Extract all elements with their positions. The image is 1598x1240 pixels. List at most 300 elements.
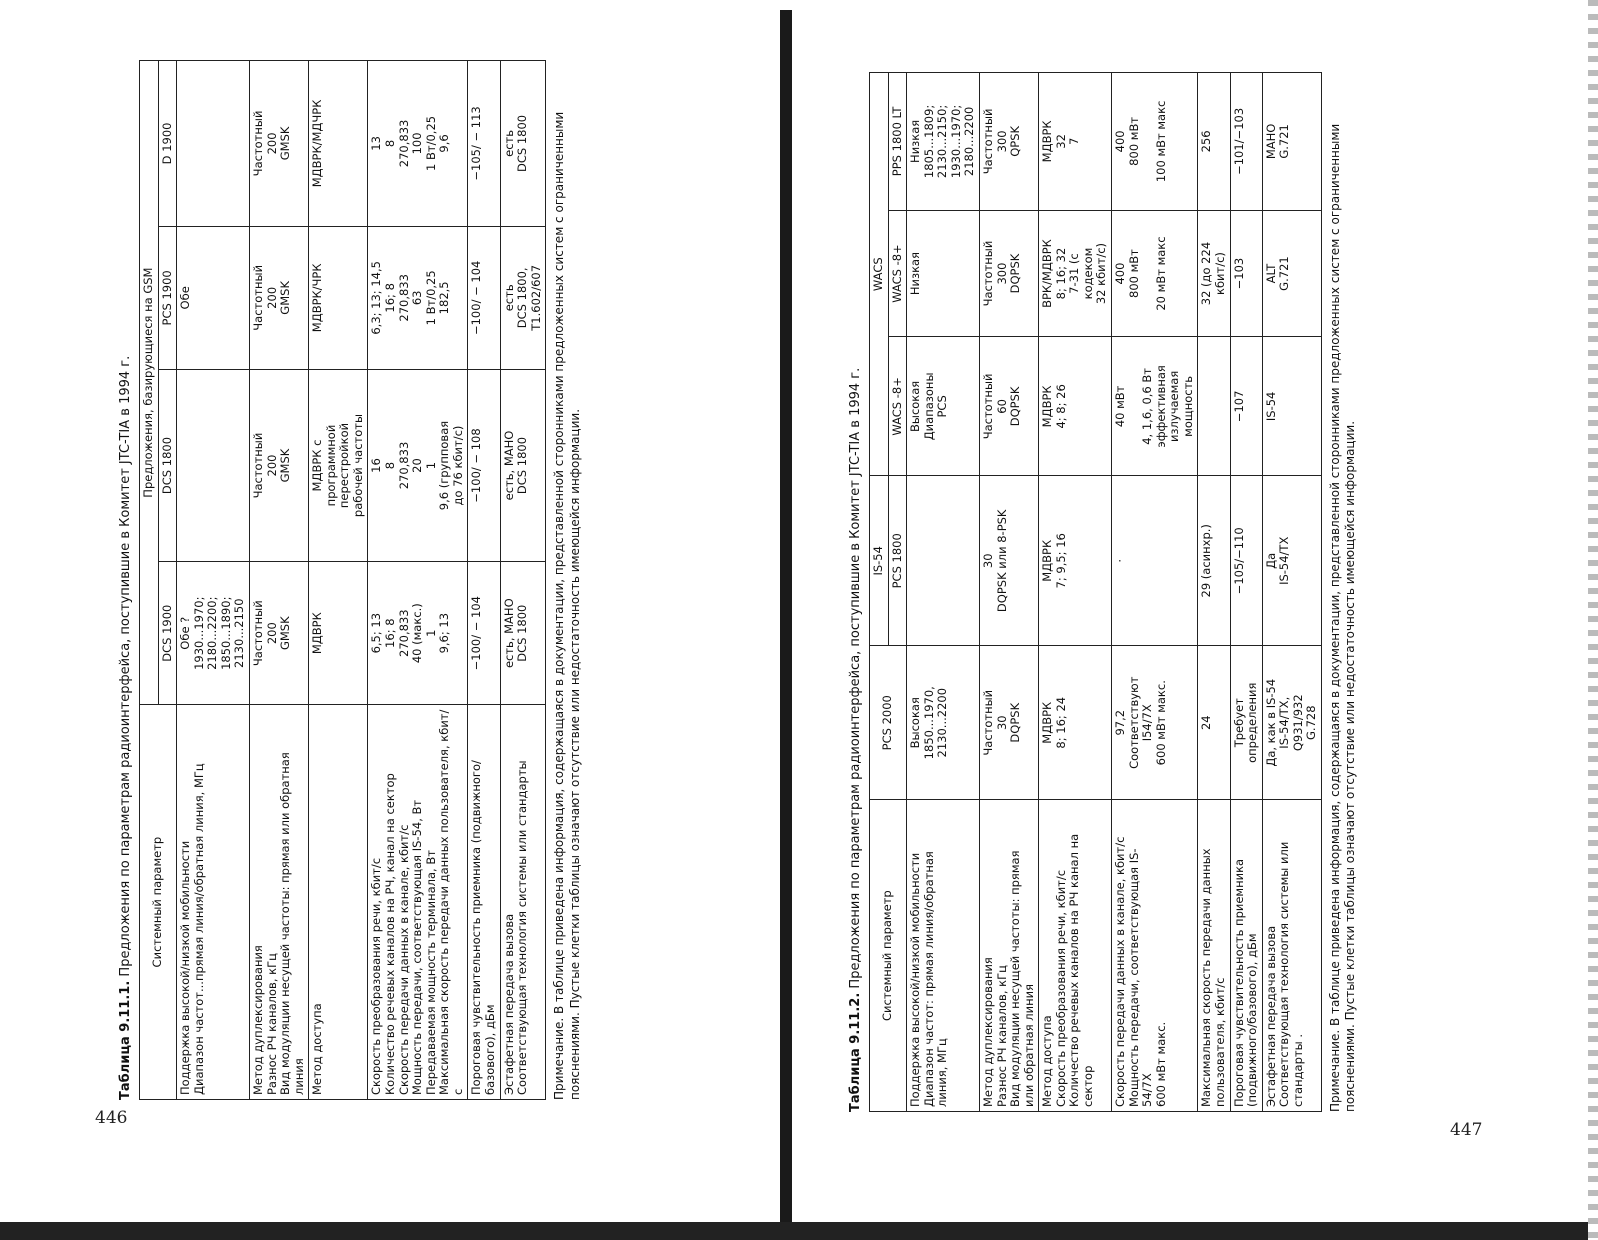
table2-value-cell (907, 210, 980, 337)
value-line: излучаемая (1167, 370, 1182, 443)
value-line: 20 (410, 458, 425, 473)
value-line: 8 (383, 139, 397, 148)
table2-value-cell (1262, 646, 1321, 800)
value-line: Низкая (908, 251, 923, 296)
table1-note: Примечание. В таблице приведена информация, содержащаяся в документации, представленной сторонниками предложенных систем с ограниченными пояснениями. Пустые клетки таблицы означают отсутствие или недостаточность имеющейся информации. (552, 111, 582, 1100)
value-line (1141, 77, 1155, 206)
value-line: 32 (до 224 (1199, 241, 1214, 306)
table2-value-cell (1112, 476, 1198, 646)
value-line: 200 (264, 286, 279, 309)
param-line: сектор (1080, 1065, 1095, 1107)
value-line: 63 (410, 290, 425, 306)
param-line: Максимальная скорость передачи данных пользователя, кбит/с (437, 709, 465, 1095)
table1-value-cell (249, 562, 308, 705)
table2-body (907, 73, 1322, 1112)
value-line: определения (1245, 682, 1260, 763)
table1-row (177, 61, 250, 1100)
value-line: DCS 1800, (515, 267, 530, 329)
table2-value-cell (1039, 646, 1112, 800)
value-line: перестройкой (337, 422, 352, 509)
value-line: 6,3; 13; 14,5 (369, 261, 384, 335)
value-line: 8; 16; 32 (1053, 247, 1068, 300)
table1-col-header: D 1900 (158, 61, 177, 227)
param-line: Метод дуплексирования (980, 957, 995, 1107)
value-line: 182,5 (437, 281, 452, 315)
value-line: I54/7Х (1140, 704, 1155, 742)
value-line: 32 кбит/с) (1094, 242, 1109, 305)
value-line: эффективная (1153, 365, 1168, 448)
table1-value-cell (500, 61, 546, 227)
value-line: T1.602/607 (528, 264, 543, 331)
value-line: −105/−110 (1231, 527, 1246, 595)
value-line: IS-54 (1263, 391, 1278, 422)
table2-value-cell (979, 210, 1038, 337)
table2-caption-number: Таблица 9.11.2. (848, 992, 863, 1112)
table2-value-cell (1230, 646, 1262, 800)
table1-value-cell (500, 369, 546, 561)
value-line: GMSK (278, 281, 293, 315)
value-line: Требует (1231, 698, 1246, 748)
table1-param-cell (368, 705, 468, 1100)
table2-caption (848, 72, 863, 1112)
table1-param-cell (468, 705, 500, 1100)
value-line: 2130...2150 (232, 598, 247, 668)
param-line: Эстафетная передача вызова (501, 913, 516, 1095)
value-line: 1805...1809; (921, 104, 936, 179)
table2 (869, 72, 1322, 1112)
param-line: Диапазон частот: прямая линия/обратная (921, 851, 936, 1107)
value-line: МДВРК (1040, 120, 1055, 163)
table1-value-cell (368, 61, 468, 227)
value-line: 16 (369, 458, 384, 473)
value-line: мощность (1180, 375, 1195, 437)
table1-value-cell (500, 226, 546, 369)
value-line: 40 (макс.) (410, 603, 425, 664)
value-line: Частотный (980, 240, 995, 307)
value-line: 1930...1970; (948, 104, 963, 179)
param-line: Метод дуплексирования (250, 945, 265, 1095)
table1-value-cell (468, 61, 500, 227)
table2-caption-text: Предложения по параметрам радиоинтерфейса, поступившие в Комитет JTC-TIA в 1994 г. (848, 367, 863, 989)
table1-col-header: DCS 1800 (158, 369, 177, 561)
scan-right-edge (1588, 0, 1598, 1240)
table2-row (907, 73, 980, 1112)
value-line: −100/ − 104 (469, 596, 484, 671)
value-line: DCS 1800 (515, 436, 530, 495)
value-line: −100/ − 104 (469, 260, 484, 336)
param-line: Передаваемая мощность терминала, Вт (423, 850, 438, 1095)
value-line: МДВРК (1040, 385, 1055, 428)
table1-row (249, 61, 308, 1100)
table2-param-cell (907, 800, 980, 1112)
value-line: есть (501, 129, 516, 157)
value-line: GMSK (278, 616, 293, 651)
value-line: 16; 8 (383, 618, 397, 648)
value-line (1128, 341, 1142, 471)
value-line: 300 (994, 130, 1009, 153)
value-line: DQPSK (1008, 386, 1023, 427)
value-line: Частотный (980, 108, 995, 175)
table2-row (1230, 73, 1262, 1112)
table2-row (1039, 73, 1112, 1112)
table2-param-cell (1198, 800, 1230, 1112)
value-line: 20 мВт макс (1153, 236, 1168, 311)
table1-value-cell (368, 226, 468, 369)
value-line: 1850...1970, (921, 686, 936, 760)
table1-value-cell (500, 562, 546, 705)
param-line: линия (291, 1058, 306, 1095)
value-line: есть (501, 284, 516, 312)
table2-value-cell (1230, 476, 1262, 646)
value-line: 200 (264, 132, 279, 155)
value-line: 40 мВт (1113, 385, 1127, 428)
table1-value-cell (249, 226, 308, 369)
value-line: DQPSK или 8-PSK (994, 509, 1009, 613)
value-line: 256 (1199, 130, 1214, 153)
table2-value-cell (1262, 73, 1321, 211)
value-line: МДВРК (1040, 539, 1055, 582)
table2-value-cell (907, 476, 980, 646)
value-line: QPSK (1008, 125, 1023, 157)
value-line: МДВРК (1040, 701, 1055, 744)
value-line: 270,833 (396, 609, 411, 657)
table2-value-cell (907, 73, 980, 211)
table1-value-cell (249, 369, 308, 561)
value-line: 13 (369, 136, 384, 151)
table1-caption-text: Предложения по параметрам радиоинтерфейса, поступившие в Комитет JTC-TIA в 1994 г. (118, 355, 133, 977)
value-line: 1 Вт/0,25 (423, 270, 438, 326)
table2-col-header: PPS 1800 LT (888, 73, 907, 211)
param-line: Скорость преобразования речи, кбит/с (1053, 869, 1068, 1107)
value-line (1141, 215, 1155, 333)
value-line: 2180...2200 (962, 106, 977, 177)
param-line: Мощность передачи, соответствующая IS- (1126, 848, 1141, 1107)
value-line: Q931/932 (1290, 694, 1305, 752)
value-line: 7-31 (с (1067, 253, 1082, 294)
value-line: GMSK (278, 448, 293, 483)
value-line: 9,6 (групповая (437, 420, 452, 511)
table2-group-wacs: WACS (870, 73, 889, 476)
table2-row (979, 73, 1038, 1112)
param-line: Соответствующая технология системы или стандарты (515, 760, 530, 1095)
value-line: DQPSK (1008, 702, 1023, 743)
value-line: ALT (1263, 263, 1278, 284)
param-line: 54/7Х (1140, 1073, 1155, 1107)
value-line: IS-54/TX (1277, 536, 1292, 585)
value-line: DCS 1800 (515, 114, 530, 172)
table2-value-cell (1039, 337, 1112, 476)
value-line: 4; 8; 26 (1053, 384, 1068, 429)
table2-param-cell (1230, 800, 1262, 1112)
table2-value-cell (1198, 337, 1230, 476)
value-line: Частотный (980, 689, 995, 756)
param-line: Соответствующая технология системы или (1277, 841, 1292, 1107)
param-line: стандарты . (1290, 1034, 1305, 1107)
value-line: 60 (994, 399, 1009, 414)
value-line: 270,833 (396, 441, 411, 490)
table1-param-header: Системный параметр (140, 705, 177, 1100)
value-line: 6,5; 13 (369, 612, 384, 654)
table1-value-cell (468, 226, 500, 369)
table2-param-cell (1039, 800, 1112, 1112)
table2-value-cell (979, 476, 1038, 646)
value-line: −105/ − 113 (469, 106, 484, 181)
table1-value-cell (177, 369, 250, 561)
param-line: (подвижного/базового), дБм (1245, 933, 1260, 1107)
table1-value-cell (468, 369, 500, 561)
table2-param-cell (979, 800, 1038, 1112)
table1-value-cell (468, 562, 500, 705)
table1-block (118, 60, 688, 1100)
table1-value-cell (309, 226, 368, 369)
table2-row (1112, 73, 1198, 1112)
param-line: Диапазон частот...прямая линия/обратная линия, МГц (191, 763, 206, 1095)
value-line: −103 (1231, 257, 1246, 290)
value-line: Диапазоны (921, 372, 936, 441)
value-line: · (1113, 558, 1127, 563)
page-number-right: 447 (1450, 1120, 1483, 1140)
table1-value-cell (249, 61, 308, 227)
value-line: Частотный (250, 264, 265, 331)
param-line: Пороговая чувствительность приемника (1231, 858, 1246, 1107)
value-line: 2180...2200; (205, 596, 220, 670)
table2-param-header: Системный параметр (870, 800, 907, 1112)
param-line: или обратная линия (1021, 983, 1036, 1107)
param-line: Максимальная скорость передачи данных (1199, 848, 1214, 1107)
table1-caption-number: Таблица 9.11.1. (118, 980, 133, 1100)
table2-col-header: WACS -8+ (888, 210, 907, 337)
table2-value-cell (907, 646, 980, 800)
value-line: MAHO (1263, 123, 1278, 160)
table2-value-cell (907, 337, 980, 476)
table2-value-cell (1112, 73, 1198, 211)
value-line: 1 (423, 461, 438, 470)
table2-value-cell (1262, 476, 1321, 646)
value-line: МДВРК/МДЧРК (310, 99, 325, 188)
table2-value-cell (1198, 646, 1230, 800)
value-line: 30 (994, 715, 1009, 731)
table2-value-cell (1198, 476, 1230, 646)
table1-value-cell (309, 61, 368, 227)
value-line: 100 (410, 132, 425, 155)
value-line: кбит/с) (1212, 252, 1227, 295)
param-line: Вид модуляции несущей частоты: прямая (1008, 850, 1023, 1107)
value-line: 16; 8 (383, 283, 397, 313)
value-line: 8 (383, 461, 397, 470)
table1-body (177, 61, 546, 1100)
value-line: G.721 (1277, 124, 1292, 159)
table2-row (1198, 73, 1230, 1112)
value-line: 9,6; 13 (437, 612, 452, 654)
table2-value-cell (1112, 646, 1198, 800)
value-line: Да (1263, 552, 1278, 569)
table2-group-is54: IS-54 (870, 476, 889, 646)
table2-value-cell (1039, 210, 1112, 337)
table1-value-cell (368, 562, 468, 705)
page-number-left: 446 (95, 1108, 128, 1128)
value-line: есть, МАНО (501, 598, 516, 669)
value-line: Частотный (250, 432, 265, 499)
scan-bottom-edge (0, 1222, 1598, 1240)
param-line: пользователя, кбит/с (1212, 977, 1227, 1107)
value-line: GMSK (278, 126, 293, 161)
value-line: G.728 (1304, 705, 1319, 740)
table1-col-header: DCS 1900 (158, 562, 177, 705)
value-line: IS-54/TX, (1277, 696, 1292, 749)
value-line: Низкая (908, 119, 923, 163)
value-line: 7 (1067, 137, 1082, 146)
param-line: Эстафетная передача вызова (1263, 925, 1278, 1107)
table1-row (468, 61, 500, 1100)
value-line: 200 (264, 622, 279, 645)
value-line: Соответствуют (1126, 676, 1141, 769)
value-line: DQPSK (1008, 253, 1023, 294)
value-line: Частотный (980, 373, 995, 440)
table1-value-cell (309, 369, 368, 561)
value-line: 1930...1970; (191, 596, 206, 670)
value-line: Высокая (908, 380, 923, 433)
param-line: Скорость передачи данных в канале, кбит/с (1113, 836, 1127, 1107)
table2-col-pcs2000: PCS 2000 (870, 646, 907, 800)
value-line: 8; 16; 24 (1053, 696, 1068, 749)
value-line: Высокая (908, 697, 923, 749)
param-line: Разнос РЧ каналов, кГц (994, 965, 1009, 1107)
value-line: 400 (1113, 130, 1127, 153)
value-line: кодеком (1080, 247, 1095, 300)
table1-param-cell (177, 705, 250, 1100)
table2-value-cell (979, 337, 1038, 476)
table2-col-header: WACS -8+ (888, 337, 907, 476)
table2-row (1262, 73, 1321, 1112)
param-line: Метод доступа (310, 1003, 325, 1095)
table2-value-cell (1262, 210, 1321, 337)
table2-value-cell (1112, 210, 1198, 337)
table1-row (500, 61, 546, 1100)
table2-value-cell (1262, 337, 1321, 476)
value-line: 270,833 (396, 274, 411, 322)
value-line: PCS (935, 395, 950, 418)
value-line: −100/ − 108 (469, 428, 484, 503)
table1-value-cell (177, 226, 250, 369)
book-spine (780, 10, 792, 1225)
table1-value-cell (368, 369, 468, 561)
param-line: Вид модуляции несущей частоты: прямая или обратная (278, 752, 293, 1095)
table1-param-cell (500, 705, 546, 1100)
table2-value-cell (979, 73, 1038, 211)
table2-value-cell (979, 646, 1038, 800)
table2-param-cell (1112, 800, 1198, 1112)
value-line: программной (323, 424, 338, 507)
param-line: Метод доступа (1040, 1015, 1055, 1107)
value-line: 7; 9,5; 16 (1053, 533, 1068, 589)
value-line: МДВРК с (310, 439, 325, 492)
value-line: ВРК/МДВРК (1040, 239, 1055, 308)
value-line: DCS 1800 (515, 604, 530, 662)
value-line: 100 мВт макс (1153, 100, 1168, 183)
value-line: 800 мВт (1126, 249, 1141, 298)
table1-caption (118, 60, 133, 1100)
table1-param-cell (249, 705, 308, 1100)
value-line: 270,833 (396, 119, 411, 168)
value-line: Частотный (250, 600, 265, 667)
value-line: Обе (178, 286, 193, 310)
table1 (139, 60, 546, 1100)
table2-value-cell (1230, 73, 1262, 211)
table2-value-cell (1230, 210, 1262, 337)
table1-row (309, 61, 368, 1100)
value-line: 24 (1199, 715, 1214, 731)
value-line: Да, как в IS-54 (1263, 678, 1278, 767)
value-line: МДВРК/ЧРК (310, 263, 325, 333)
value-line: 9,6 (437, 134, 452, 153)
value-line: G.721 (1277, 256, 1292, 291)
value-line: 400 (1113, 262, 1127, 285)
table1-value-cell (309, 562, 368, 705)
param-line: 600 мВт макс. (1153, 1021, 1168, 1107)
table2-value-cell (1198, 73, 1230, 211)
value-line: МДВРК (310, 612, 325, 655)
table2-param-cell (1262, 800, 1321, 1112)
table2-value-cell (1039, 476, 1112, 646)
table2-value-cell (1112, 337, 1198, 476)
param-line: Скорость передачи данных в канале, кбит/с (396, 824, 411, 1095)
value-line: 600 мВт макс. (1153, 680, 1168, 766)
table2-note: Примечание. В таблице приведена информация, содержащаяся в документации, представленной сторонниками предложенных систем с ограниченными пояснениями. Пустые клетки таблицы означают отсутствие или недостаточность имеющейся информации. (1327, 123, 1358, 1112)
table1-value-cell (177, 562, 250, 705)
value-line: −107 (1231, 390, 1246, 423)
value-line: 1 (423, 629, 438, 637)
table2-col-header: PCS 1800 (888, 476, 907, 646)
param-line: Поддержка высокой/низкой мобильности (178, 840, 193, 1095)
value-line: 800 мВт (1126, 116, 1141, 166)
table1-col-header: PCS 1900 (158, 226, 177, 369)
param-line: линия, МГц (935, 1038, 950, 1107)
value-line: 97,2 (1113, 709, 1127, 736)
value-line: рабочей частоты (350, 413, 365, 518)
value-line: Частотный (250, 110, 265, 177)
param-line: Поддержка высокой/низкой мобильности (908, 852, 923, 1107)
value-line: 32 (1053, 134, 1068, 149)
value-line: −101/−103 (1231, 107, 1246, 175)
param-line: Пороговая чувствительность приемника (подвижного/базового), дБм (469, 760, 497, 1095)
table2-value-cell (1039, 73, 1112, 211)
table2-value-cell (1230, 337, 1262, 476)
table1-param-cell (309, 705, 368, 1100)
value-line: 200 (264, 454, 279, 477)
value-line: 29 (асинхр.) (1199, 524, 1214, 598)
table2-value-cell (1198, 210, 1230, 337)
param-line: Скорость преобразования речи, кбит/с (369, 857, 384, 1095)
value-line: 1850...1890; (218, 596, 233, 670)
value-line: 2130...2150; (935, 104, 950, 179)
value-line: до 76 кбит/с) (450, 425, 465, 506)
value-line: Обе ? (178, 616, 193, 650)
table1-row (368, 61, 468, 1100)
value-line: 4, 1,6, 0,6 Вт (1140, 368, 1155, 445)
param-line: Количество речевых каналов на РЧ, канал на сектор (383, 773, 397, 1095)
table1-value-cell (177, 61, 250, 227)
value-line: есть, МАНО (501, 430, 516, 501)
param-line: Количество речевых каналов на РЧ канал на (1067, 833, 1082, 1107)
value-line: 2130...2200 (935, 687, 950, 758)
value-line: 300 (994, 262, 1009, 285)
table2-block (848, 72, 1468, 1112)
param-line: Разнос РЧ каналов, кГц (264, 953, 279, 1095)
param-line: Мощность передачи, соответствующая IS-54, Вт (410, 799, 425, 1095)
value-line: 1 Вт/0,25 (423, 115, 438, 171)
table1-group-header: Предложения, базирующиеся на GSM (140, 61, 159, 705)
value-line: 30 (980, 553, 995, 569)
